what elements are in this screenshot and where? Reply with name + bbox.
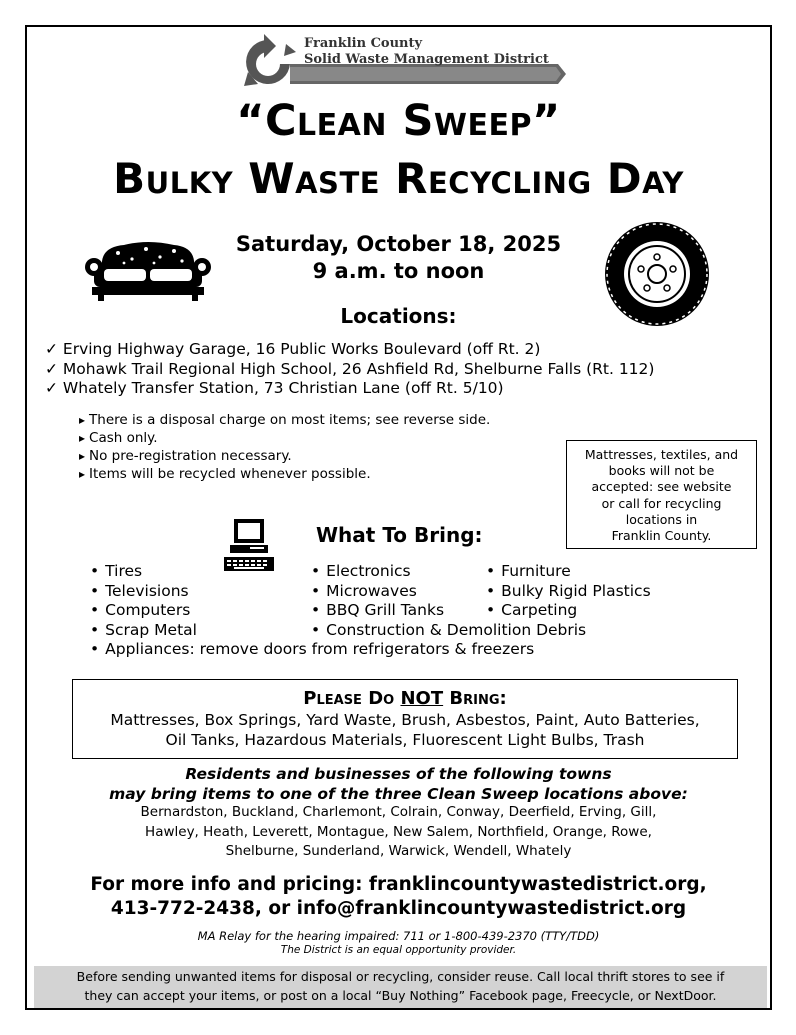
do-not-bring-line-2: Oil Tanks, Hazardous Materials, Fluorescent Light Bulbs, Trash (165, 731, 645, 749)
note-item: ▸ Items will be recycled whenever possible. (79, 465, 490, 483)
callout-line: Franklin County. (611, 528, 712, 544)
flyer-page (25, 25, 772, 1010)
bring-item: • Computers (90, 601, 197, 621)
logo-text (304, 36, 549, 68)
towns-list (27, 803, 770, 862)
footer-line-2: they can accept your items, or post on a local “Buy Nothing” Facebook page, Freecycle, or NextDoor. (84, 987, 717, 1003)
event-date: Saturday, October 18, 2025 (235, 232, 562, 256)
mattress-callout-box (566, 440, 757, 549)
callout-line: Mattresses, textiles, and (584, 447, 739, 462)
title-line-2: Bulky Waste Recycling Day (113, 154, 684, 203)
note-item: ▸ No pre-registration necessary. (79, 447, 490, 465)
locations-list (45, 340, 654, 399)
bring-item: • Carpeting (486, 601, 651, 621)
bring-item: • Bulky Rigid Plastics (486, 582, 651, 602)
bring-column-1 (90, 562, 197, 640)
bring-column-3 (486, 562, 651, 621)
do-not-bring-box (72, 679, 738, 759)
bring-item: • Construction & Demolition Debris (311, 621, 586, 641)
callout-line: books will not be (608, 463, 715, 479)
district-logo (240, 34, 570, 92)
bring-item: • Scrap Metal (90, 621, 197, 641)
callout-line: accepted: see website (591, 479, 732, 495)
residents-line-1: Residents and businesses of the following towns (185, 765, 612, 783)
event-time: 9 a.m. to noon (312, 259, 485, 283)
info-line-2: 413-772-2438, or info@franklincountywastedistrict.org (110, 898, 687, 919)
notes-list (79, 411, 490, 483)
locations-heading: Locations: (340, 304, 457, 328)
callout-line: locations in (625, 511, 698, 527)
bring-item: • Tires (90, 562, 197, 582)
what-to-bring-heading: What To Bring: (316, 523, 483, 547)
reuse-footer (34, 966, 767, 1009)
appliances-item: • Appliances: remove doors from refrigerators & freezers (90, 640, 534, 660)
heading-pre: Please Do (303, 688, 401, 709)
title-line-1: “Clean Sweep” (236, 96, 561, 146)
residents-notice (27, 764, 770, 804)
logo-line-1: Franklin County (304, 36, 423, 51)
bring-item: • Furniture (486, 562, 651, 582)
callout-line: or call for recycling (601, 495, 722, 511)
towns-line: Shelburne, Sunderland, Warwick, Wendell, Whately (225, 843, 572, 859)
bring-item: • Electronics (311, 562, 586, 582)
info-line-1: For more info and pricing: franklincountywastedistrict.org, (90, 874, 707, 895)
heading-not: NOT (400, 688, 444, 709)
towns-line: Hawley, Heath, Leverett, Montague, New Salem, Northfield, Orange, Rowe, (145, 823, 652, 840)
heading-post: Bring: (443, 688, 507, 709)
logo-line-2: Solid Waste Management District (304, 52, 549, 67)
residents-line-2: may bring items to one of the three Clean Sweep locations above: (109, 785, 688, 803)
note-item: ▸ There is a disposal charge on most items; see reverse side. (79, 411, 490, 429)
relay-notice (27, 929, 770, 957)
location-item: ✓ Erving Highway Garage, 16 Public Works Boulevard (off Rt. 2) (45, 340, 541, 358)
do-not-bring-line-1: Mattresses, Box Springs, Yard Waste, Brush, Asbestos, Paint, Auto Batteries, (110, 711, 700, 729)
relay-line-2: The District is an equal opportunity provider. (280, 944, 517, 956)
contact-info (27, 873, 770, 921)
bring-item: • Microwaves (311, 582, 586, 602)
bring-item: • Televisions (90, 582, 197, 602)
do-not-bring-heading (73, 688, 737, 710)
towns-line: Bernardston, Buckland, Charlemont, Colrain, Conway, Deerfield, Erving, Gill, (140, 804, 657, 820)
relay-line-1: MA Relay for the hearing impaired: 711 or 1-800-439-2370 (TTY/TDD) (197, 929, 600, 943)
note-item: ▸ Cash only. (79, 429, 490, 447)
computer-icon (220, 517, 278, 579)
footer-line-1: Before sending unwanted items for disposal or recycling, consider reuse. Call local thrift stores to see if (76, 969, 725, 984)
bring-item: • BBQ Grill Tanks (311, 601, 586, 621)
location-item: ✓ Whately Transfer Station, 73 Christian Lane (off Rt. 5/10) (45, 379, 504, 397)
location-item: ✓ Mohawk Trail Regional High School, 26 Ashfield Rd, Shelburne Falls (Rt. 112) (45, 359, 655, 378)
